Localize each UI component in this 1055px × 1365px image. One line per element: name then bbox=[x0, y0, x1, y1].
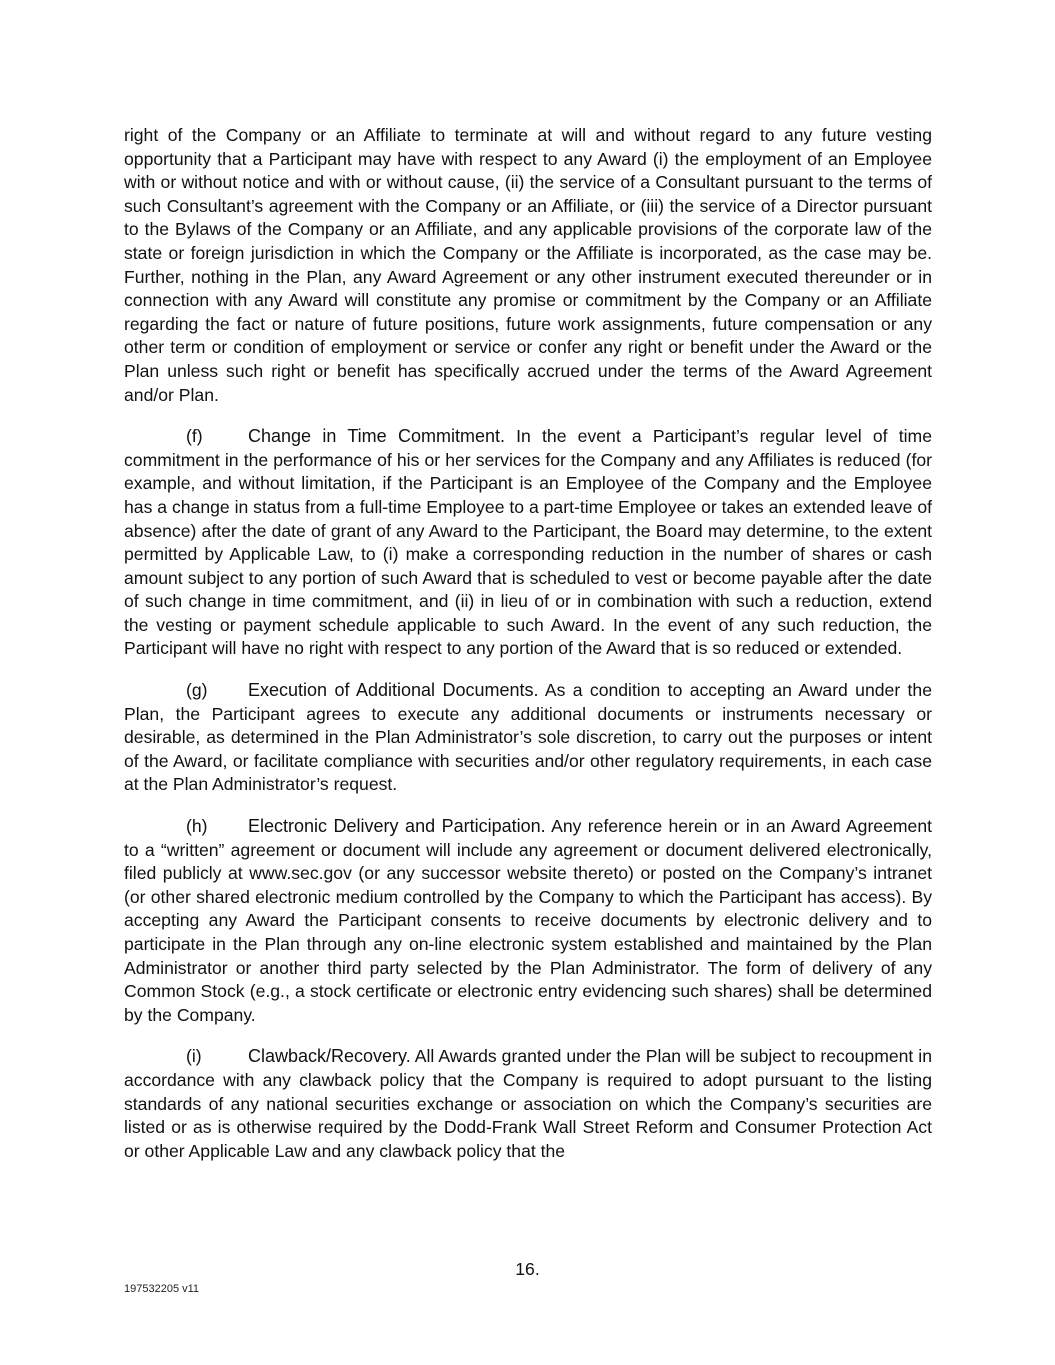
paragraph-text: right of the Company or an Affiliate to terminate at will and without regard to any future vesting opportunity that a Participant may have with respect to any Award (i) the employment of an Employee with or without notice and with or without cause, (ii) the service of a Consultant pursuant to the terms of such Consultant’s agreement with the Company or an Affiliate, or (iii) the service of a Director pursuant to the Bylaws of the Company or an Affiliate, and any applicable provisions of the corporate law of the state or foreign jurisdiction in which the Company or the Affiliate is incorporated, as the case may be. Further, nothing in the Plan, any Award Agreement or any other instrument executed thereunder or in connection with any Award will constitute any promise or commitment by the Company or an Affiliate regarding the fact or nature of future positions, future work assignments, future compensation or any other term or condition of employment or service or confer any right or benefit under the Award or the Plan unless such right or benefit has specifically accrued under the terms of the Award Agreement and/or Plan. bbox=[124, 125, 932, 405]
section-i bbox=[124, 1045, 932, 1163]
section-marker: (h) bbox=[186, 816, 208, 837]
section-marker: (g) bbox=[186, 680, 208, 701]
paragraph-continuation bbox=[124, 124, 932, 407]
paragraph-text: Any reference herein or in an Award Agreement to a “written” agreement or document will include any agreement or document delivered electronically, filed publicly at www.sec.gov (or any successor website thereto) or posted on the Company’s intranet (or other shared electronic medium controlled by the Company to which the Participant has access). By accepting any Award the Participant consents to receive documents by electronic delivery and to participate in the Plan through any on-line electronic system established and maintained by the Plan Administrator or another third party selected by the Plan Administrator. The form of delivery of any Common Stock (e.g., a stock certificate or electronic entry evidencing such shares) shall be determined by the Company. bbox=[124, 816, 932, 1025]
page-number: 16. bbox=[515, 1259, 540, 1279]
section-heading: Electronic Delivery and Participation. bbox=[248, 816, 546, 837]
section-marker: (f) bbox=[186, 426, 203, 447]
paragraph-text: In the event a Participant’s regular level of time commitment in the performance of his or her services for the Company and any Affiliates is reduced (for example, and without limitation, if the Participant is an Employee of the Company and the Employee has a change in status from a full-time Employee to a part-time Employee or takes an extended leave of absence) after the date of grant of any Award to the Participant, the Board may determine, to the extent permitted by Applicable Law, to (i) make a corresponding reduction in the number of shares or cash amount subject to any portion of such Award that is scheduled to vest or become payable after the date of such change in time commitment, and (ii) in lieu of or in combination with such a reduction, extend the vesting or payment schedule applicable to such Award. In the event of any such reduction, the Participant will have no right with respect to any portion of the Award that is so reduced or extended. bbox=[124, 426, 932, 659]
section-marker: (i) bbox=[186, 1046, 202, 1067]
paragraph-text: As a condition to accepting an Award under the Plan, the Participant agrees to execute any additional documents or instruments necessary or desirable, as determined in the Plan Administrator’s sole discretion, to carry out the purposes or intent of the Award, or facilitate compliance with securities and/or other regulatory requirements, in each case at the Plan Administrator’s request. bbox=[124, 680, 932, 795]
section-f bbox=[124, 425, 932, 661]
section-h bbox=[124, 815, 932, 1027]
document-id: 197532205 v11 bbox=[124, 1283, 200, 1295]
section-heading: Clawback/Recovery. bbox=[248, 1046, 411, 1067]
document-body bbox=[124, 124, 932, 1181]
section-heading: Execution of Additional Documents. bbox=[248, 680, 539, 701]
paragraph-text: All Awards granted under the Plan will be subject to recoupment in accordance with any clawback policy that the Company is required to adopt pursuant to the listing standards of any national securities exchange or association on which the Company’s securities are listed or as is otherwise required by the Dodd-Frank Wall Street Reform and Consumer Protection Act or other Applicable Law and any clawback policy that the bbox=[124, 1046, 933, 1161]
section-heading: Change in Time Commitment. bbox=[248, 426, 505, 447]
section-g bbox=[124, 679, 932, 797]
